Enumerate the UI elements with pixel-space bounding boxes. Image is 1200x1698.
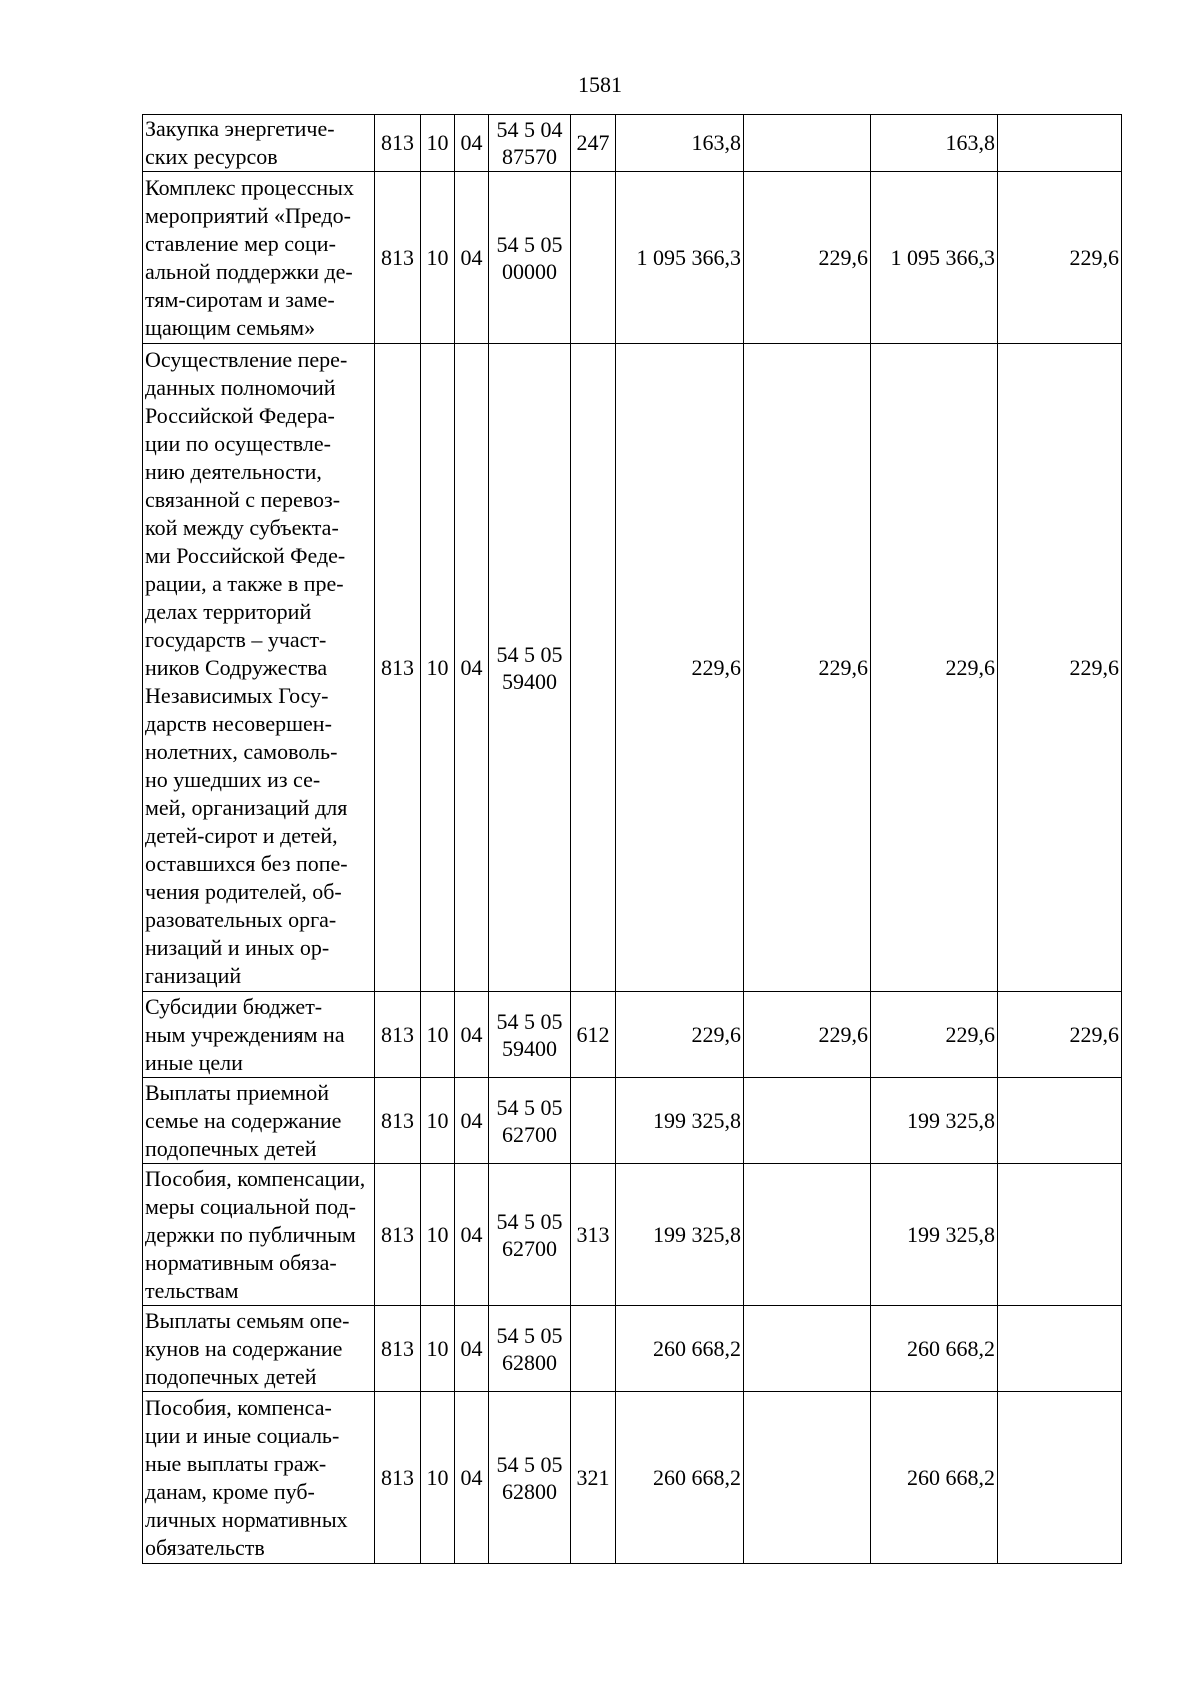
amount-total-year1: 1 095 366,3 — [616, 172, 744, 344]
description-line: данных полномочий — [145, 374, 336, 400]
description-line: кой между субъекта- — [145, 514, 339, 540]
description-line: подопечных детей — [145, 1363, 317, 1389]
amount-total-year2: 260 668,2 — [871, 1392, 998, 1564]
section-code: 10 — [421, 1078, 455, 1164]
description-line: ников Содружества — [145, 654, 328, 680]
description-line: чения родителей, об- — [145, 878, 342, 904]
description-line: ным учреждениям на — [145, 1021, 345, 1047]
code-line-2: 59400 — [502, 668, 557, 694]
target-article-code — [489, 172, 571, 344]
code-line-1: 54 5 05 — [496, 641, 563, 667]
code-line-2: 62800 — [502, 1349, 557, 1375]
description-line: Субсидии бюджет- — [145, 993, 323, 1019]
description-line: низаций и иных ор- — [145, 934, 330, 960]
amount-federal-year2: 229,6 — [998, 344, 1122, 992]
table-row — [143, 115, 1122, 172]
expense-type-code: 321 — [571, 1392, 616, 1564]
budget-table — [142, 114, 1122, 1564]
ministry-code: 813 — [375, 172, 421, 344]
description-line: Закупка энергетиче- — [145, 116, 335, 141]
table-row — [143, 1164, 1122, 1306]
ministry-code: 813 — [375, 1306, 421, 1392]
ministry-code: 813 — [375, 115, 421, 172]
description-line: семье на содержание — [145, 1107, 342, 1133]
expense-type-code — [571, 1306, 616, 1392]
table-row — [143, 1392, 1122, 1564]
amount-federal-year1: 229,6 — [744, 172, 871, 344]
expense-type-code — [571, 344, 616, 992]
row-description — [143, 1306, 375, 1392]
code-line-2: 62700 — [502, 1121, 557, 1147]
amount-federal-year2: 229,6 — [998, 172, 1122, 344]
code-line-2: 62700 — [502, 1235, 557, 1261]
expense-type-code: 247 — [571, 115, 616, 172]
amount-federal-year1: 229,6 — [744, 344, 871, 992]
expense-type-code: 313 — [571, 1164, 616, 1306]
amount-total-year1: 199 325,8 — [616, 1164, 744, 1306]
row-description — [143, 172, 375, 344]
description-line: разовательных орга- — [145, 906, 337, 932]
description-line: иные цели — [145, 1049, 243, 1075]
amount-total-year2: 199 325,8 — [871, 1078, 998, 1164]
description-line: ные выплаты граж- — [145, 1450, 327, 1476]
table-row — [143, 992, 1122, 1078]
subsection-code: 04 — [455, 1078, 489, 1164]
subsection-code: 04 — [455, 115, 489, 172]
description-line: Пособия, компенса- — [145, 1394, 332, 1420]
amount-federal-year1: 229,6 — [744, 992, 871, 1078]
description-line: подопечных детей — [145, 1135, 317, 1161]
description-line: обязательств — [145, 1534, 265, 1560]
amount-total-year2: 163,8 — [871, 115, 998, 172]
description-line: Выплаты приемной — [145, 1079, 330, 1105]
amount-total-year1: 163,8 — [616, 115, 744, 172]
subsection-code: 04 — [455, 1392, 489, 1564]
description-line: тельствам — [145, 1277, 239, 1303]
amount-federal-year1 — [744, 1392, 871, 1564]
description-line: нормативным обяза- — [145, 1249, 337, 1275]
description-line: Независимых Госу- — [145, 682, 329, 708]
description-line: ских ресурсов — [145, 144, 278, 169]
code-line-2: 62800 — [502, 1478, 557, 1504]
target-article-code — [489, 1306, 571, 1392]
page-number: 1581 — [578, 72, 622, 97]
code-line-1: 54 5 05 — [496, 1322, 563, 1348]
row-description — [143, 115, 375, 172]
description-line: Осуществление пере- — [145, 346, 348, 372]
amount-federal-year1 — [744, 1078, 871, 1164]
amount-total-year2: 229,6 — [871, 992, 998, 1078]
amount-total-year2: 229,6 — [871, 344, 998, 992]
description-line: щающим семьям» — [145, 314, 316, 340]
expense-type-code — [571, 172, 616, 344]
description-line: Российской Федера- — [145, 402, 335, 428]
description-line: тям-сиротам и заме- — [145, 286, 335, 312]
section-code: 10 — [421, 1164, 455, 1306]
section-code: 10 — [421, 115, 455, 172]
description-line: ции и иные социаль- — [145, 1422, 340, 1448]
description-line: Комплекс процессных — [145, 174, 354, 200]
description-line: но ушедших из се- — [145, 766, 321, 792]
target-article-code — [489, 344, 571, 992]
description-line: ставление мер соци- — [145, 230, 336, 256]
description-line: альной поддержки де- — [145, 258, 353, 284]
section-code: 10 — [421, 172, 455, 344]
section-code: 10 — [421, 1306, 455, 1392]
description-line: кунов на содержание — [145, 1335, 343, 1361]
row-description — [143, 992, 375, 1078]
description-line: государств – участ- — [145, 626, 327, 652]
description-line: рации, а также в пре- — [145, 570, 344, 596]
table-row — [143, 1306, 1122, 1392]
row-description — [143, 344, 375, 992]
ministry-code: 813 — [375, 344, 421, 992]
code-line-1: 54 5 05 — [496, 1008, 563, 1034]
amount-total-year1: 229,6 — [616, 344, 744, 992]
amount-total-year1: 260 668,2 — [616, 1306, 744, 1392]
description-line: ми Российской Феде- — [145, 542, 346, 568]
target-article-code — [489, 1392, 571, 1564]
amount-federal-year2 — [998, 115, 1122, 172]
amount-federal-year2 — [998, 1164, 1122, 1306]
amount-total-year2: 1 095 366,3 — [871, 172, 998, 344]
subsection-code: 04 — [455, 344, 489, 992]
code-line-1: 54 5 05 — [496, 1094, 563, 1120]
amount-federal-year1 — [744, 115, 871, 172]
row-description — [143, 1078, 375, 1164]
amount-federal-year2 — [998, 1306, 1122, 1392]
description-line: мероприятий «Предо- — [145, 202, 351, 228]
description-line: личных нормативных — [145, 1506, 348, 1532]
description-line: данам, кроме пуб- — [145, 1478, 315, 1504]
row-description — [143, 1164, 375, 1306]
description-line: связанной с перевоз- — [145, 486, 341, 512]
ministry-code: 813 — [375, 1164, 421, 1306]
subsection-code: 04 — [455, 172, 489, 344]
subsection-code: 04 — [455, 1164, 489, 1306]
description-line: меры социальной под- — [145, 1193, 356, 1219]
description-line: дарств несовершен- — [145, 710, 332, 736]
target-article-code — [489, 992, 571, 1078]
expense-type-code — [571, 1078, 616, 1164]
description-line: мей, организаций для — [145, 794, 348, 820]
description-line: детей-сирот и детей, — [145, 822, 338, 848]
ministry-code: 813 — [375, 1078, 421, 1164]
ministry-code: 813 — [375, 992, 421, 1078]
description-line: нию деятельности, — [145, 458, 322, 484]
amount-federal-year2 — [998, 1392, 1122, 1564]
amount-total-year1: 229,6 — [616, 992, 744, 1078]
code-line-2: 87570 — [502, 144, 557, 169]
subsection-code: 04 — [455, 992, 489, 1078]
target-article-code — [489, 115, 571, 172]
amount-federal-year2 — [998, 1078, 1122, 1164]
amount-total-year2: 260 668,2 — [871, 1306, 998, 1392]
code-line-1: 54 5 05 — [496, 1451, 563, 1477]
amount-federal-year2: 229,6 — [998, 992, 1122, 1078]
amount-federal-year1 — [744, 1306, 871, 1392]
description-line: держки по публичным — [145, 1221, 356, 1247]
table-row — [143, 172, 1122, 344]
code-line-1: 54 5 05 — [496, 1208, 563, 1234]
section-code: 10 — [421, 344, 455, 992]
description-line: ганизаций — [145, 962, 242, 988]
row-description — [143, 1392, 375, 1564]
code-line-1: 54 5 04 — [496, 117, 563, 142]
section-code: 10 — [421, 992, 455, 1078]
description-line: оставшихся без попе- — [145, 850, 348, 876]
table-row — [143, 1078, 1122, 1164]
target-article-code — [489, 1078, 571, 1164]
section-code: 10 — [421, 1392, 455, 1564]
description-line: нолетних, самоволь- — [145, 738, 338, 764]
description-line: Пособия, компенсации, — [145, 1165, 366, 1191]
code-line-2: 59400 — [502, 1035, 557, 1061]
target-article-code — [489, 1164, 571, 1306]
table-row — [143, 344, 1122, 992]
ministry-code: 813 — [375, 1392, 421, 1564]
subsection-code: 04 — [455, 1306, 489, 1392]
expense-type-code: 612 — [571, 992, 616, 1078]
amount-total-year1: 199 325,8 — [616, 1078, 744, 1164]
amount-total-year2: 199 325,8 — [871, 1164, 998, 1306]
code-line-2: 00000 — [502, 258, 557, 284]
amount-federal-year1 — [744, 1164, 871, 1306]
description-line: делах территорий — [145, 598, 312, 624]
amount-total-year1: 260 668,2 — [616, 1392, 744, 1564]
description-line: Выплаты семьям опе- — [145, 1307, 350, 1333]
code-line-1: 54 5 05 — [496, 231, 563, 257]
description-line: ции по осуществле- — [145, 430, 331, 456]
